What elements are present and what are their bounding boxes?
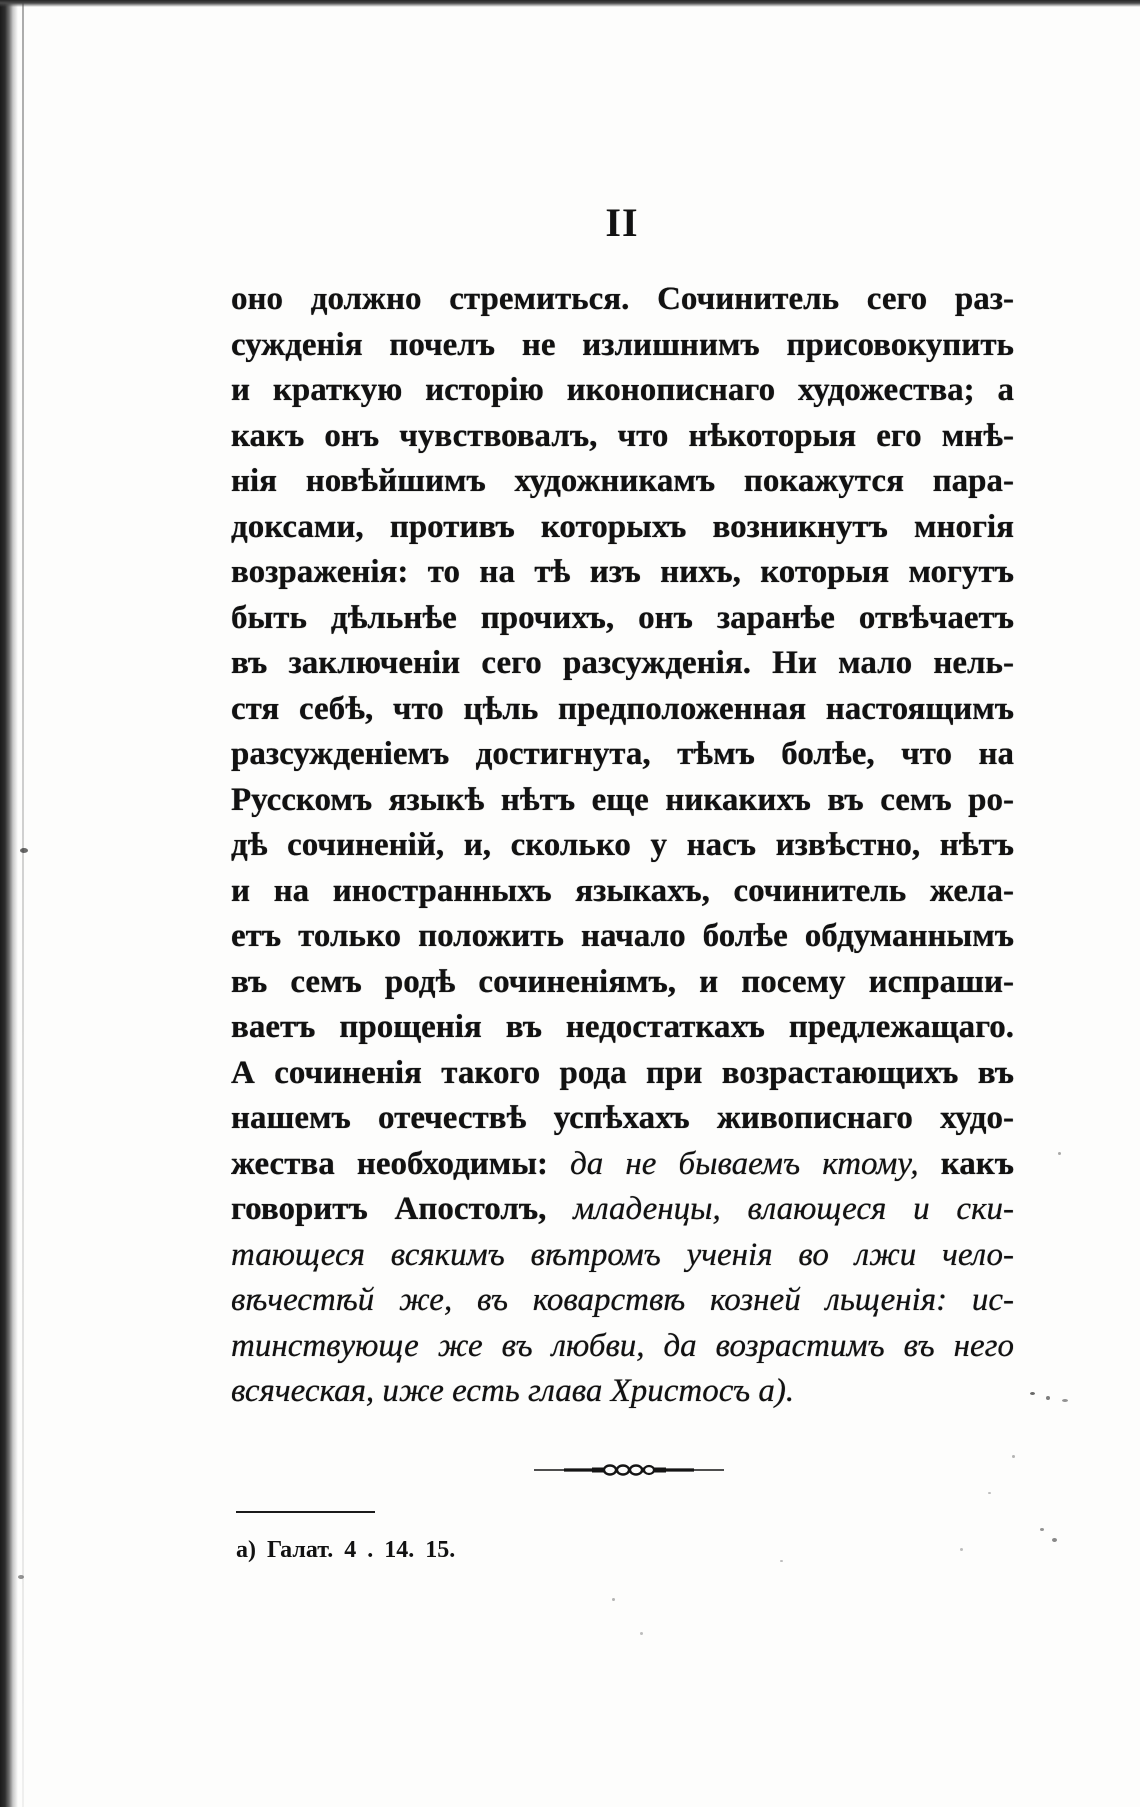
italic-quote-segment: младенцы, влающеся и ски-	[573, 1191, 1014, 1227]
italic-quote-segment: да не бываемъ ктому,	[570, 1145, 919, 1182]
text-line: въ заключеніи сего разсужденія. Ни мало нель-	[231, 645, 1014, 681]
text-segment: говоритъ Апостолъ,	[231, 1191, 574, 1227]
text-line: и на иностранныхъ языкахъ, сочинитель жела-	[231, 872, 1014, 909]
italic-quote-line: всяческая, иже есть глава Христосъ а).	[231, 1373, 795, 1409]
text-line-mixed	[231, 1142, 1014, 1188]
italic-quote-line: тающеся всякимъ вѣтромъ ученія во лжи чело-	[231, 1236, 1014, 1273]
scan-binding-shadow	[0, 0, 18, 1807]
scan-speckle	[1030, 1392, 1035, 1395]
text-line: доксами, противъ которыхъ возникнутъ многія	[231, 508, 1014, 545]
scan-speckle	[960, 1548, 963, 1551]
scan-speckle	[1012, 1455, 1015, 1458]
scan-speckle	[18, 1575, 24, 1579]
scan-speckle	[20, 848, 28, 853]
italic-quote-line: вѣчестѣй же, въ коварствѣ козней льщенія: ис-	[231, 1282, 1014, 1318]
text-line: въ семъ родѣ сочиненіямъ, и посему испраши-	[231, 963, 1014, 1000]
scan-speckle	[1058, 1152, 1061, 1155]
scan-speckle	[1040, 1528, 1044, 1531]
text-line: разсужденіемъ достигнута, тѣмъ болѣе, что на	[231, 736, 1014, 772]
scan-speckle	[988, 1492, 991, 1494]
text-line: сужденія почелъ не излишнимъ присовокупить	[231, 326, 1014, 363]
text-line: быть дѣльнѣе прочихъ, онъ заранѣе отвѣчаетъ	[231, 599, 1014, 636]
text-line: оно должно стремиться. Сочинитель сего раз-	[231, 281, 1014, 317]
scan-speckle	[780, 1560, 783, 1562]
text-line: стя себѣ, что цѣль предположенная настоящимъ	[231, 690, 1014, 727]
text-segment: жества необходимы:	[231, 1145, 571, 1182]
scan-speckle	[640, 1632, 643, 1635]
ornament-divider	[534, 1462, 724, 1478]
body-text	[231, 277, 1014, 1415]
text-line-mixed	[231, 1187, 1014, 1233]
text-line: какъ онъ чувствовалъ, что нѣкоторыя его мнѣ-	[231, 417, 1014, 454]
text-line: нашемъ отечествѣ успѣхахъ живописнаго худо-	[231, 1100, 1014, 1136]
text-line: возраженія: то на тѣ изъ нихъ, которыя могутъ	[231, 554, 1014, 590]
scan-speckle	[1052, 1538, 1057, 1542]
text-line: ваетъ прощенія въ недостаткахъ предлежащаго.	[231, 1009, 1014, 1045]
page-number: II	[605, 200, 639, 245]
text-line: нія новѣйшимъ художникамъ покажутся пара-	[231, 463, 1014, 499]
scan-speckle	[1046, 1396, 1050, 1400]
footnote: а) Галат. 4 . 14. 15.	[236, 1537, 456, 1563]
scan-speckle	[1062, 1399, 1068, 1402]
text-line: А сочиненія такого рода при возрастающихъ въ	[231, 1054, 1014, 1091]
scan-speckle	[612, 1598, 615, 1601]
text-line: дѣ сочиненій, и, сколько у насъ извѣстно, нѣтъ	[231, 827, 1014, 863]
text-segment: какъ	[918, 1145, 1014, 1182]
text-line: Русскомъ языкѣ нѣтъ еще никакихъ въ семъ ро-	[231, 781, 1014, 818]
text-line: етъ только положить начало болѣе обдуманнымъ	[231, 918, 1014, 954]
scan-top-edge	[0, 0, 1140, 7]
text-line: и краткую исторію иконописнаго художества; а	[231, 372, 1014, 408]
scan-edge-line	[22, 0, 24, 1807]
italic-quote-line: тинствующе же въ любви, да возрастимъ въ него	[231, 1327, 1014, 1364]
footnote-rule	[236, 1511, 375, 1513]
